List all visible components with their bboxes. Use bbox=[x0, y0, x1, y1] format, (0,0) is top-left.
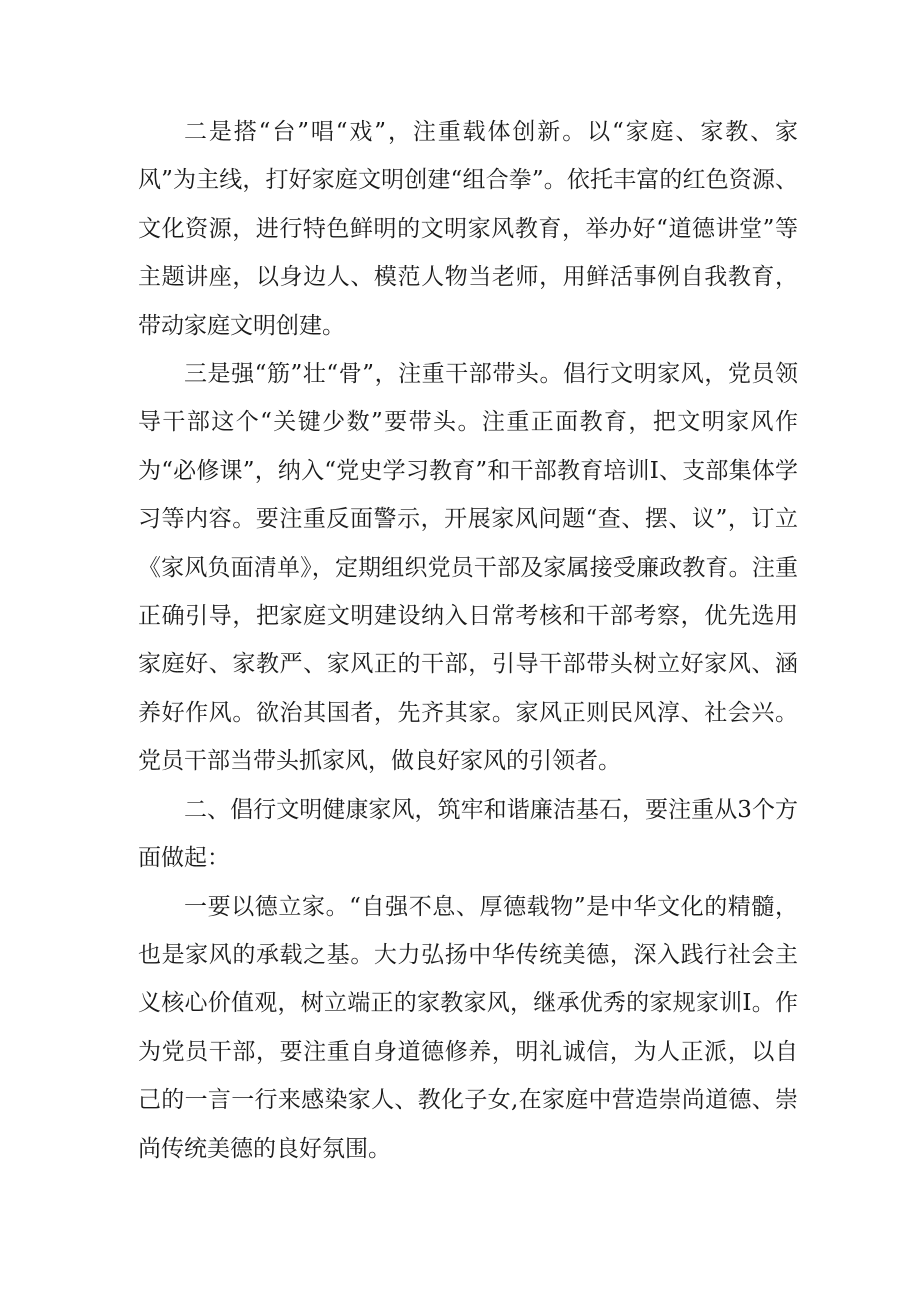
paragraph-1: 二是搭“台”唱“戏”，注重载体创新。以“家庭、家教、家风”为主线，打好家庭文明创建“组合拳”。依托丰富的红色资源、文化资源，进行特色鲜明的文明家风教育，举办好“道德讲堂”等主题讲座，以身边人、模范人物当老师，用鲜活事例自我教育，带动家庭文明创建。 bbox=[138, 119, 798, 339]
document-body bbox=[138, 108, 798, 1173]
paragraph-3: 二、倡行文明健康家风，筑牢和谐廉洁基石，要注重从3个方面做起： bbox=[138, 796, 798, 872]
paragraph-2: 三是强“筋”壮“骨”，注重干部带头。倡行文明家风，党员领导干部这个“关键少数”要带头。注重正面教育，把文明家风作为“必修课”，纳入“党史学习教育”和干部教育培训I、支部集体学习等内容。要注重反面警示，开展家风问题“查、摆、议”，订立《家风负面清单》，定期组织党员干部及家属接受廉政教育。注重正确引导，把家庭文明建设纳入日常考核和干部考察，优先选用家庭好、家教严、家风正的干部，引导干部带头树立好家风、涵养好作风。欲治其国者，先齐其家。家风正则民风淳、社会兴。党员干部当带头抓家风，做良好家风的引领者。 bbox=[138, 361, 798, 775]
paragraph-4: 一要以德立家。“自强不息、厚德载物”是中华文化的精髓，也是家风的承载之基。大力弘扬中华传统美德，深入践行社会主义核心价值观，树立端正的家教家风，继承优秀的家规家训I。作为党员干部，要注重自身道德修养，明礼诚信，为人正派，以自己的一言一行来感染家人、教化子女,在家庭中营造崇尚道德、崇尚传统美德的良好氛围。 bbox=[138, 893, 798, 1162]
